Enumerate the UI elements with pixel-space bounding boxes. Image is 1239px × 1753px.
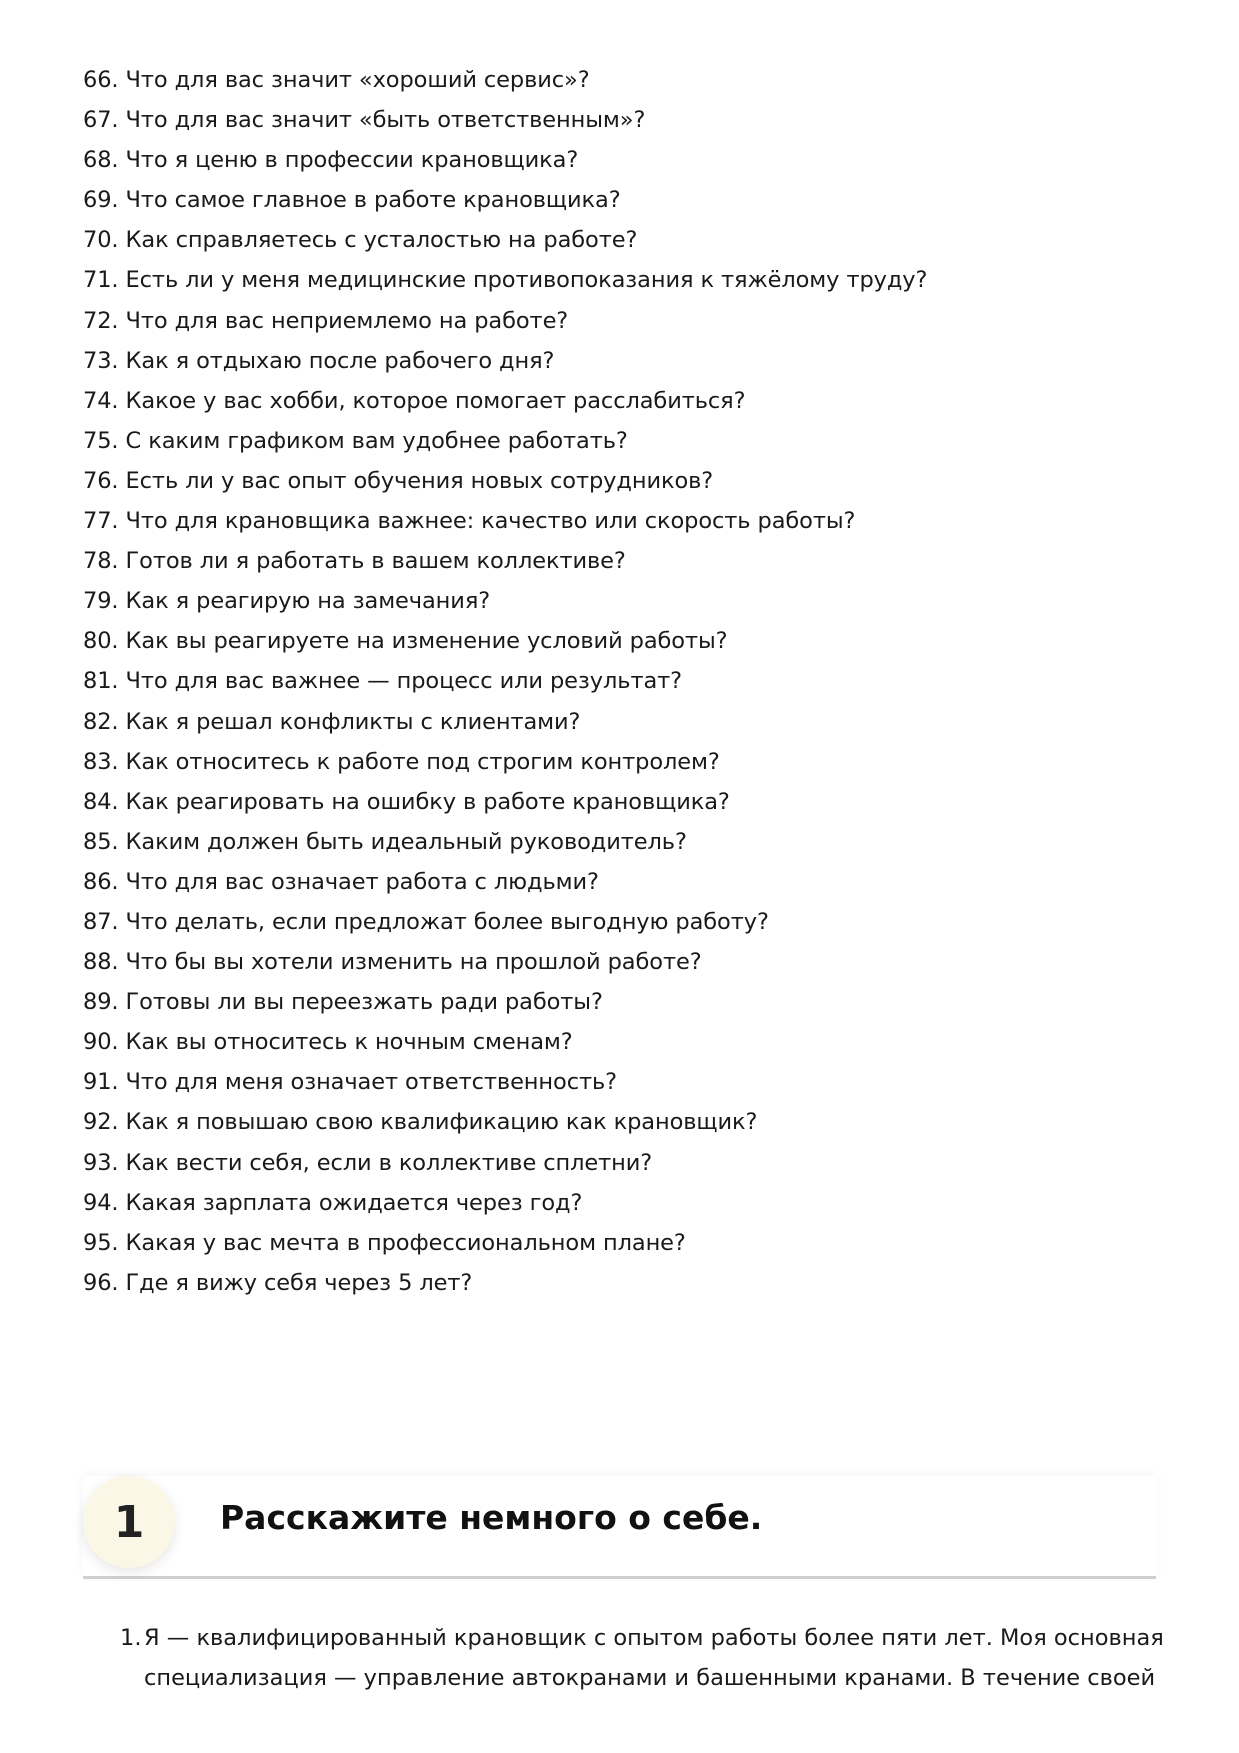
section-number-badge: 1 [83, 1476, 175, 1568]
question-item [83, 461, 1083, 501]
question-item [83, 341, 1083, 381]
question-item [83, 1102, 1083, 1142]
question-text: Что для вас означает работа с людьми? [125, 868, 599, 895]
question-text: Как я реагирую на замечания? [125, 588, 491, 615]
question-text: Что для вас важнее — процесс или результат? [125, 668, 682, 695]
question-number: 71. [83, 267, 119, 294]
question-item [83, 1183, 1083, 1223]
question-text: Как я отдыхаю после рабочего дня? [125, 347, 555, 374]
question-item [83, 742, 1083, 782]
question-number: 73. [83, 347, 119, 374]
question-item [83, 1062, 1083, 1102]
question-item [83, 260, 1083, 300]
question-text: С каким графиком вам удобнее работать? [125, 427, 628, 454]
answer-line: Я — квалифицированный крановщик с опытом работы более пяти лет. Моя основная [144, 1625, 1164, 1651]
question-number: 78. [83, 548, 119, 575]
question-item [83, 220, 1083, 260]
question-number: 82. [83, 708, 119, 735]
question-item [83, 501, 1083, 541]
question-item [83, 782, 1083, 822]
question-number: 75. [83, 427, 119, 454]
question-text: Готовы ли вы переезжать ради работы? [125, 989, 603, 1016]
answer-paragraph [120, 1618, 1164, 1698]
question-number: 88. [83, 949, 119, 976]
question-text: Как вы относитесь к ночным сменам? [125, 1029, 573, 1056]
question-item [83, 902, 1083, 942]
question-number: 67. [83, 107, 119, 134]
question-text: Что для вас значит «быть ответственным»? [125, 107, 646, 134]
question-number: 86. [83, 868, 119, 895]
question-number: 85. [83, 828, 119, 855]
question-text: Как относитесь к работе под строгим контролем? [125, 748, 720, 775]
question-item [83, 942, 1083, 982]
question-text: Что бы вы хотели изменить на прошлой работе? [125, 949, 702, 976]
question-number: 84. [83, 788, 119, 815]
question-number: 72. [83, 307, 119, 334]
question-text: Какое у вас хобби, которое помогает расслабиться? [125, 387, 746, 414]
question-text: Что самое главное в работе крановщика? [125, 187, 621, 214]
question-text: Как реагировать на ошибку в работе крановщика? [125, 788, 730, 815]
question-number: 74. [83, 387, 119, 414]
question-item [83, 822, 1083, 862]
question-text: Как справляетесь с усталостью на работе? [125, 227, 638, 254]
question-number: 95. [83, 1229, 119, 1256]
answer-text [120, 1618, 1164, 1698]
question-number: 94. [83, 1189, 119, 1216]
question-number: 83. [83, 748, 119, 775]
question-text: Как я решал конфликты с клиентами? [125, 708, 581, 735]
question-number: 89. [83, 989, 119, 1016]
question-number: 77. [83, 508, 119, 535]
answer-number: 1. [120, 1625, 142, 1651]
question-number: 68. [83, 147, 119, 174]
question-text: Что для вас значит «хороший сервис»? [125, 67, 590, 93]
question-item [83, 301, 1083, 341]
question-item [83, 661, 1083, 701]
question-number: 80. [83, 628, 119, 655]
question-text: Какая зарплата ожидается через год? [125, 1189, 583, 1216]
question-text: Что для меня означает ответственность? [125, 1069, 617, 1096]
question-number: 70. [83, 227, 119, 254]
section-header [83, 1476, 1156, 1579]
question-number: 96. [83, 1269, 119, 1296]
question-text: Как вести себя, если в коллективе сплетни? [125, 1149, 653, 1176]
question-number: 92. [83, 1109, 119, 1136]
question-text: Какая у вас мечта в профессиональном плане? [125, 1229, 686, 1256]
question-number: 79. [83, 588, 119, 615]
question-text: Есть ли у меня медицинские противопоказания к тяжёлому труду? [125, 267, 928, 294]
question-item [83, 1022, 1083, 1062]
question-item [83, 621, 1083, 661]
question-item [83, 581, 1083, 621]
question-text: Что делать, если предложат более выгодную работу? [125, 908, 769, 935]
question-number: 87. [83, 908, 119, 935]
question-text: Что я ценю в профессии крановщика? [125, 147, 579, 174]
question-number: 81. [83, 668, 119, 695]
question-item [83, 381, 1083, 421]
question-item [83, 180, 1083, 220]
question-item [83, 100, 1083, 140]
question-item [83, 1263, 1083, 1303]
question-item [83, 982, 1083, 1022]
question-item [83, 862, 1083, 902]
question-text: Есть ли у вас опыт обучения новых сотрудников? [125, 467, 714, 494]
answer-line: специализация — управление автокранами и башенными кранами. В течение своей [144, 1665, 1156, 1691]
question-text: Где я вижу себя через 5 лет? [125, 1269, 473, 1296]
question-number: 91. [83, 1069, 119, 1096]
question-number: 93. [83, 1149, 119, 1176]
question-number: 66. [83, 67, 119, 93]
question-number: 69. [83, 187, 119, 214]
question-number: 76. [83, 467, 119, 494]
question-item [83, 140, 1083, 180]
question-text: Как я повышаю свою квалификацию как крановщик? [125, 1109, 758, 1136]
question-text: Готов ли я работать в вашем коллективе? [125, 548, 626, 575]
question-item [83, 1223, 1083, 1263]
question-text: Как вы реагируете на изменение условий работы? [125, 628, 728, 655]
question-text: Что для крановщика важнее: качество или скорость работы? [125, 508, 856, 535]
question-list [83, 60, 1083, 1303]
question-item [83, 421, 1083, 461]
question-item [83, 702, 1083, 742]
question-number: 90. [83, 1029, 119, 1056]
question-text: Что для вас неприемлемо на работе? [125, 307, 569, 334]
question-item [83, 1143, 1083, 1183]
question-item [83, 60, 1083, 100]
question-item [83, 541, 1083, 581]
section-title: Расскажите немного о себе. [220, 1498, 763, 1537]
question-text: Каким должен быть идеальный руководитель? [125, 828, 687, 855]
